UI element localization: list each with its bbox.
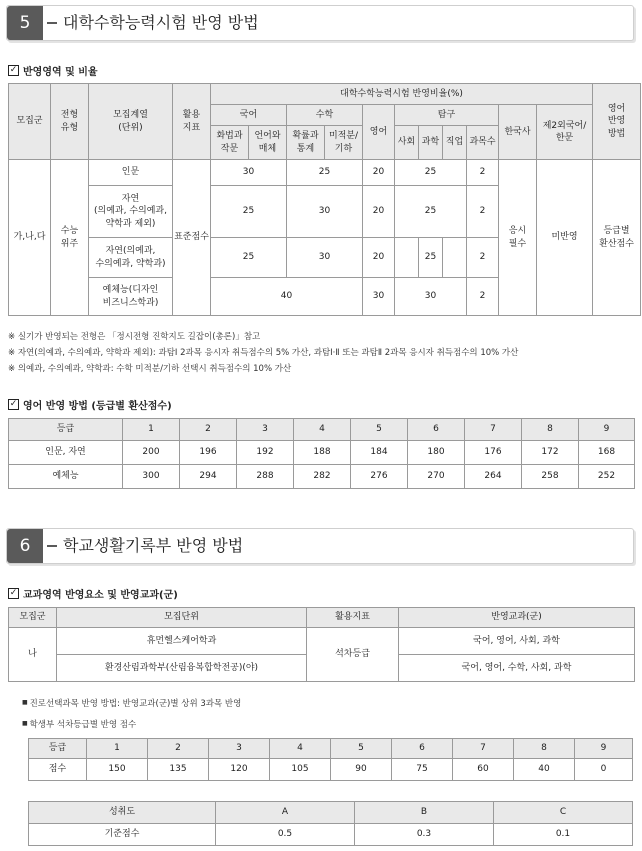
section-number: 5 — [7, 6, 43, 40]
th-level: C — [494, 802, 633, 824]
th-eng: 영어 — [363, 105, 395, 160]
th-foreign: 제2외국어/ 한문 — [537, 105, 593, 160]
cell-group: 가,나,다 — [9, 160, 51, 316]
checkbox-icon: ✓ — [9, 399, 18, 409]
cell-score: 300 — [123, 465, 180, 489]
checkbox-icon: ✓ — [9, 65, 18, 75]
th-eng-method: 영어 반영 방법 — [593, 84, 641, 160]
cell-inq: 30 — [395, 278, 467, 316]
cell-score: 294 — [180, 465, 237, 489]
subheading-ratio — [8, 63, 98, 78]
cell-cnt: 2 — [467, 160, 499, 186]
cell-score: 196 — [180, 441, 237, 465]
bullet-2: ■ 학생부 석차등급별 반영 점수 — [22, 718, 136, 730]
th-inq: 탐구 — [395, 105, 499, 126]
cell-cnt: 2 — [467, 278, 499, 316]
cell-foreign: 미반영 — [537, 160, 593, 316]
th-math2: 미적분/ 기하 — [325, 126, 363, 160]
section-title: 대학수학능력시험 반영 방법 — [63, 13, 259, 32]
cell-index: 표준점수 — [173, 160, 211, 316]
cell-score: 0.5 — [216, 824, 355, 846]
cell-kor: 25 — [211, 238, 287, 278]
checkbox-icon: ✓ — [9, 588, 18, 598]
cell-cnt: 2 — [467, 186, 499, 238]
cell-score: 270 — [408, 465, 465, 489]
subheading-label: 영어 반영 방법 (등급별 환산점수) — [23, 401, 172, 412]
th-grade-value: 3 — [209, 739, 270, 759]
row-label: 인문, 자연 — [9, 441, 123, 465]
cell-unit: 휴먼헬스케어학과 — [57, 628, 307, 655]
th-grade-value: 8 — [514, 739, 575, 759]
th-grade-value: 3 — [237, 419, 294, 441]
th-math1: 확률과 통계 — [287, 126, 325, 160]
english-score-table — [8, 418, 635, 489]
th-inq1: 사회 — [395, 126, 419, 160]
cell-math: 30 — [287, 238, 363, 278]
grade-score-table — [28, 738, 633, 781]
cell-unit: 자연 (의예과, 수의예과, 약학과 제외) — [89, 186, 173, 238]
cell-math: 25 — [287, 160, 363, 186]
note-3: ※ 의예과, 수의예과, 약학과: 수학 미적분/기하 선택시 취득점수의 10% 가산 — [8, 364, 292, 374]
cell-score: 0.1 — [494, 824, 633, 846]
th-unit: 모집단위 — [57, 608, 307, 628]
cell-score: 200 — [123, 441, 180, 465]
cell-score: 105 — [270, 759, 331, 781]
subheading-label: 반영영역 및 비율 — [23, 67, 98, 78]
th-grade-value: 1 — [123, 419, 180, 441]
th-ratio: 대학수학능력시험 반영비율(%) — [211, 84, 593, 105]
cell-kor: 30 — [211, 160, 287, 186]
section-dash — [47, 545, 57, 547]
cell-score: 0 — [575, 759, 633, 781]
th-group: 모집군 — [9, 608, 57, 628]
th-kor2: 언어와 매체 — [249, 126, 287, 160]
subheading-subjects — [8, 586, 178, 601]
th-inq4: 과목수 — [467, 126, 499, 160]
cell-score: 264 — [465, 465, 522, 489]
th-level: A — [216, 802, 355, 824]
cell-type: 수능 위주 — [51, 160, 89, 316]
cell-eng: 20 — [363, 160, 395, 186]
cell-score: 150 — [87, 759, 148, 781]
cell-score: 188 — [294, 441, 351, 465]
cell-score: 0.3 — [355, 824, 494, 846]
cell-inq-empty — [395, 238, 419, 278]
bullet-1: ■ 진로선택과목 반영 방법: 반영교과(군)별 상위 3과목 반영 — [22, 697, 241, 709]
th-index: 활용 지표 — [173, 84, 211, 160]
subheading-label: 교과영역 반영요소 및 반영교과(군) — [23, 590, 178, 601]
cell-subj: 국어, 영어, 수학, 사회, 과학 — [399, 655, 635, 682]
cell-unit: 예체능(디자인 비즈니스학과) — [89, 278, 173, 316]
th-level: B — [355, 802, 494, 824]
th-kor1: 화법과 작문 — [211, 126, 249, 160]
row-label: 기준점수 — [29, 824, 216, 846]
section-6-header — [6, 528, 634, 564]
cell-unit: 환경산림과학부(산림융복합학전공)(야) — [57, 655, 307, 682]
cell-group: 나 — [9, 628, 57, 682]
row-label: 예체능 — [9, 465, 123, 489]
achievement-table — [28, 801, 633, 846]
cell-eng: 20 — [363, 186, 395, 238]
th-ach: 성취도 — [29, 802, 216, 824]
th-grade-value: 7 — [453, 739, 514, 759]
cell-score: 192 — [237, 441, 294, 465]
cell-score: 90 — [331, 759, 392, 781]
th-unit: 모집계열 (단위) — [89, 84, 173, 160]
th-group: 모집군 — [9, 84, 51, 160]
th-grade-value: 8 — [522, 419, 579, 441]
cell-unit: 자연(의예과, 수의예과, 약학과) — [89, 238, 173, 278]
cell-inq: 25 — [419, 238, 443, 278]
note-2: ※ 자연(의예과, 수의예과, 약학과 제외): 과탐Ⅰ 2과목 응시자 취득점수의 5% 가산, 과탐Ⅰ·Ⅱ 또는 과탐Ⅱ 2과목 응시자 취득점수의 10% 가산 — [8, 348, 519, 358]
cell-score: 258 — [522, 465, 579, 489]
section-title: 학교생활기록부 반영 방법 — [63, 536, 244, 555]
cell-score: 168 — [579, 441, 635, 465]
th-grade-value: 2 — [180, 419, 237, 441]
cell-index: 석차등급 — [307, 628, 399, 682]
cell-score: 180 — [408, 441, 465, 465]
th-grade-value: 9 — [579, 419, 635, 441]
cell-eng: 20 — [363, 238, 395, 278]
suneung-ratio-table — [8, 83, 641, 316]
cell-score: 276 — [351, 465, 408, 489]
cell-score: 252 — [579, 465, 635, 489]
th-grade-value: 4 — [270, 739, 331, 759]
th-grade: 등급 — [9, 419, 123, 441]
cell-subj: 국어, 영어, 사회, 과학 — [399, 628, 635, 655]
cell-score: 172 — [522, 441, 579, 465]
cell-score: 176 — [465, 441, 522, 465]
section-number: 6 — [7, 529, 43, 563]
cell-math: 30 — [287, 186, 363, 238]
cell-cnt: 2 — [467, 238, 499, 278]
cell-inq: 25 — [395, 160, 467, 186]
section-5-header — [6, 5, 634, 41]
cell-score: 184 — [351, 441, 408, 465]
cell-hist: 응시 필수 — [499, 160, 537, 316]
row-label: 점수 — [29, 759, 87, 781]
cell-kor: 40 — [211, 278, 363, 316]
cell-score: 40 — [514, 759, 575, 781]
subject-table — [8, 607, 635, 682]
th-grade-value: 7 — [465, 419, 522, 441]
th-grade-value: 4 — [294, 419, 351, 441]
subheading-english — [8, 397, 172, 412]
th-grade-value: 6 — [408, 419, 465, 441]
th-grade-value: 5 — [351, 419, 408, 441]
th-type: 전형 유형 — [51, 84, 89, 160]
th-subj: 반영교과(군) — [399, 608, 635, 628]
cell-unit: 인문 — [89, 160, 173, 186]
section-dash — [47, 22, 57, 24]
cell-score: 135 — [148, 759, 209, 781]
th-inq2: 과학 — [419, 126, 443, 160]
cell-inq-empty — [443, 238, 467, 278]
th-grade-value: 5 — [331, 739, 392, 759]
cell-score: 60 — [453, 759, 514, 781]
note-1: ※ 실기가 반영되는 전형은 「정시전형 진학지도 길잡이(총론)」참고 — [8, 332, 261, 342]
th-inq3: 직업 — [443, 126, 467, 160]
th-math: 수학 — [287, 105, 363, 126]
th-grade-value: 2 — [148, 739, 209, 759]
cell-kor: 25 — [211, 186, 287, 238]
cell-score: 120 — [209, 759, 270, 781]
cell-eng-method: 등급별 환산점수 — [593, 160, 641, 316]
cell-score: 288 — [237, 465, 294, 489]
cell-inq: 25 — [395, 186, 467, 238]
cell-eng: 30 — [363, 278, 395, 316]
cell-score: 282 — [294, 465, 351, 489]
th-grade-value: 9 — [575, 739, 633, 759]
th-index: 활용지표 — [307, 608, 399, 628]
th-grade-value: 1 — [87, 739, 148, 759]
th-hist: 한국사 — [499, 105, 537, 160]
th-kor: 국어 — [211, 105, 287, 126]
cell-score: 75 — [392, 759, 453, 781]
th-grade: 등급 — [29, 739, 87, 759]
th-grade-value: 6 — [392, 739, 453, 759]
